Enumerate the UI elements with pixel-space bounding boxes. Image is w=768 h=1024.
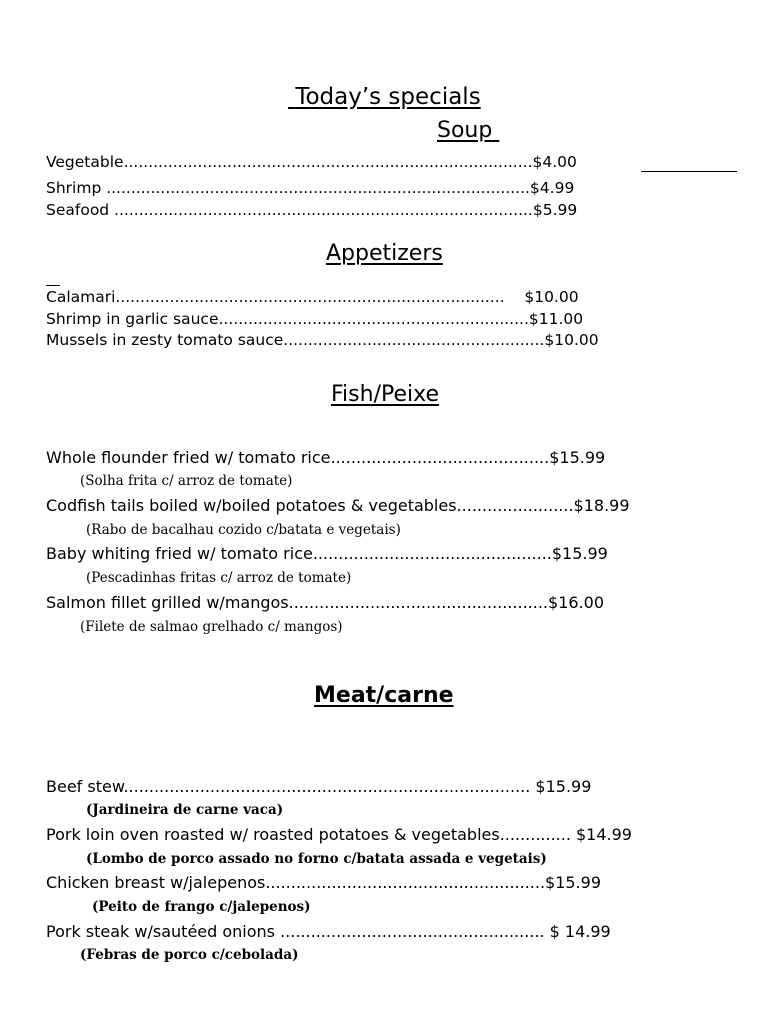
section-heading-soup: Soup <box>437 118 493 143</box>
translation-note: (Rabo de bacalhau cozido c/batata e vegetais) <box>86 522 401 538</box>
translation-note: (Filete de salmao grelhado c/ mangos) <box>80 619 343 635</box>
list-item: Whole flounder fried w/ tomato rice...........................................$15.99 <box>46 448 606 467</box>
translation-note: (Pescadinhas fritas c/ arroz de tomate) <box>86 570 352 586</box>
list-item: Salmon fillet grilled w/mangos...................................................$16.00 <box>46 593 604 612</box>
translation-note: (Febras de porco c/cebolada) <box>80 947 299 963</box>
list-item: Beef stew................................................................................ $15.99 <box>46 777 592 796</box>
section-heading-fish: Fish/Peixe <box>331 382 439 407</box>
list-item: Pork loin oven roasted w/ roasted potatoes & vegetables.............. $14.99 <box>46 825 632 844</box>
section-heading-appetizers: Appetizers <box>326 241 443 266</box>
translation-note: (Jardineira de carne vaca) <box>86 802 284 818</box>
list-item: Pork steak w/sautéed onions .................................................... $ 14.99 <box>46 922 611 941</box>
list-item: Vegetable...................................................................................$4.00 <box>46 153 577 171</box>
list-item: Shrimp ......................................................................................$4.99 <box>46 179 575 197</box>
list-item: Shrimp in garlic sauce...............................................................$11.00 <box>46 310 584 328</box>
list-item: Chicken breast w/jalepenos.......................................................$15.99 <box>46 873 602 892</box>
list-item: Mussels in zesty tomato sauce.....................................................$10.00 <box>46 331 599 349</box>
list-item: Baby whiting fried w/ tomato rice...............................................$15.99 <box>46 544 608 563</box>
list-item: Seafood .....................................................................................$5.99 <box>46 201 578 219</box>
page-title: Today’s specials <box>295 84 481 110</box>
translation-note: (Solha frita c/ arroz de tomate) <box>80 473 293 489</box>
translation-note: (Peito de frango c/jalepenos) <box>92 899 311 915</box>
underline-rule <box>46 285 60 286</box>
translation-note: (Lombo de porco assado no forno c/batata assada e vegetais) <box>86 851 547 867</box>
section-heading-meat: Meat/carne <box>314 683 454 708</box>
list-item: Calamari............................................................................... $10.00 <box>46 288 579 306</box>
list-item: Codfish tails boiled w/boiled potatoes & vegetables.......................$18.99 <box>46 496 630 515</box>
underline-rule <box>641 171 737 172</box>
